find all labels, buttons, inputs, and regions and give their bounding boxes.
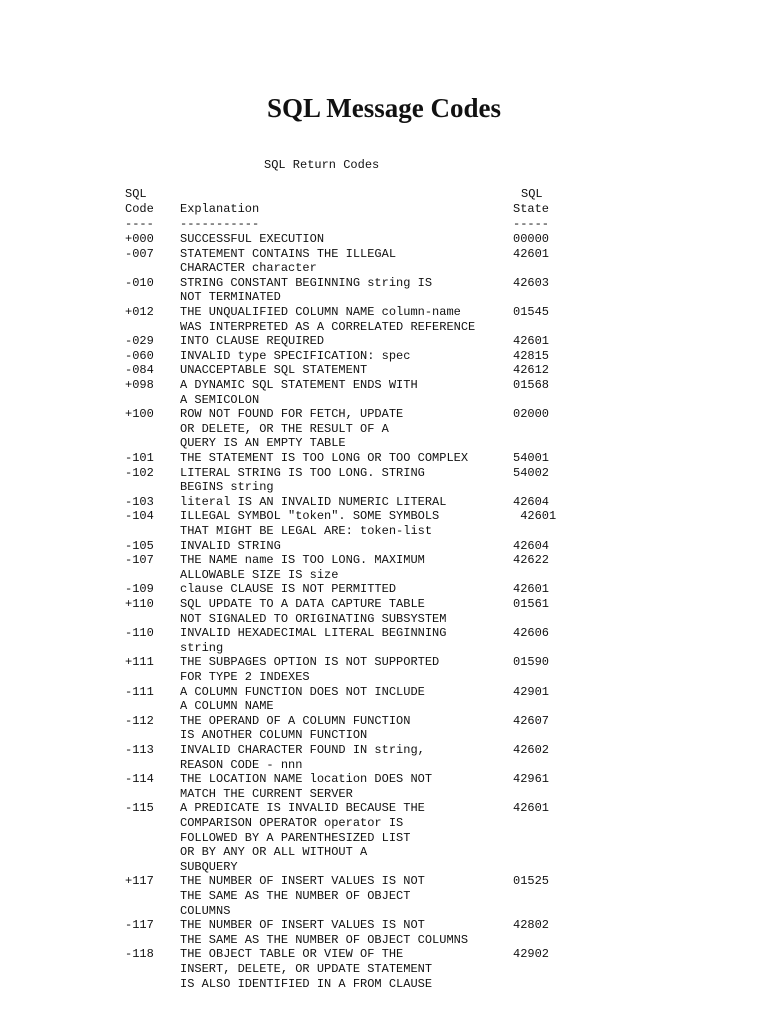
explanation-line: OR DELETE, OR THE RESULT OF A [180, 421, 389, 436]
sql-code: -114 [125, 772, 154, 787]
explanation-line: literal IS AN INVALID NUMERIC LITERAL [180, 494, 447, 509]
explanation-line: QUERY IS AN EMPTY TABLE [180, 436, 346, 451]
explanation-line: STATEMENT CONTAINS THE ILLEGAL [180, 246, 397, 261]
explanation-line: string [180, 640, 224, 655]
explanation [180, 539, 510, 554]
sql-state: 01545 [513, 305, 550, 319]
table-subtitle: SQL Return Codes [264, 158, 380, 172]
explanation [180, 232, 510, 247]
sql-state: 01561 [513, 597, 550, 611]
sql-code: -103 [125, 494, 154, 509]
sql-code: -113 [125, 743, 154, 757]
table-row [125, 509, 575, 538]
explanation-line: ALLOWABLE SIZE IS size [180, 567, 339, 582]
explanation-line: INTO CLAUSE REQUIRED [180, 334, 325, 349]
explanation-line: COLUMNS [180, 903, 231, 918]
table-row [125, 539, 575, 554]
sql-code: -111 [125, 684, 154, 699]
explanation-line: clause CLAUSE IS NOT PERMITTED [180, 582, 397, 597]
sql-code: -102 [125, 465, 154, 480]
sql-code: +110 [125, 597, 154, 611]
explanation [180, 349, 510, 364]
state-header-line1: SQL [521, 187, 543, 201]
explanation-line: OR BY ANY OR ALL WITHOUT A [180, 845, 368, 860]
explanation-line: THE UNQUALIFIED COLUMN NAME column-name [180, 305, 461, 319]
explanation [180, 305, 510, 334]
explanation [180, 407, 510, 451]
state-header-rule: ----- [513, 217, 550, 231]
sql-state: 00000 [513, 232, 550, 246]
explanation-line: SQL UPDATE TO A DATA CAPTURE TABLE [180, 597, 425, 611]
sql-state: 42901 [513, 684, 550, 699]
sql-state: 42602 [513, 743, 550, 757]
table-row [125, 772, 575, 801]
table-row [125, 582, 575, 597]
sql-state: 42815 [513, 348, 550, 363]
explanation-line: THE OPERAND OF A COLUMN FUNCTION [180, 713, 411, 728]
sql-state: 54001 [513, 451, 550, 465]
explanation-line: THAT MIGHT BE LEGAL ARE: token-list [180, 523, 433, 538]
explanation [180, 772, 510, 801]
sql-code: -105 [125, 538, 154, 553]
sql-state: 42604 [513, 538, 550, 553]
table-row [125, 349, 575, 364]
sql-code: -029 [125, 334, 154, 349]
explanation-line: NOT TERMINATED [180, 290, 281, 305]
explanation-line: THE OBJECT TABLE OR VIEW OF THE [180, 947, 404, 962]
table-row [125, 495, 575, 510]
sql-state: 42612 [513, 363, 550, 378]
sql-state: 42622 [513, 553, 550, 568]
sql-state: 42601 [513, 246, 550, 261]
explanation-line: ROW NOT FOUND FOR FETCH, UPDATE [180, 407, 404, 422]
explanation [180, 597, 510, 626]
table-row [125, 947, 575, 991]
explanation-line: A DYNAMIC SQL STATEMENT ENDS WITH [180, 378, 418, 392]
table-row [125, 874, 575, 918]
sql-code: +012 [125, 305, 154, 319]
sql-state: 42961 [513, 772, 550, 787]
explanation-line: SUCCESSFUL EXECUTION [180, 232, 325, 246]
explanation-line: INVALID type SPECIFICATION: spec [180, 348, 411, 363]
sql-state: 42601 [513, 334, 550, 349]
sql-code: +000 [125, 232, 154, 246]
explanation-line: A SEMICOLON [180, 392, 260, 407]
explanation-header: Explanation [180, 202, 260, 216]
explanation [180, 378, 510, 407]
sql-code: -060 [125, 348, 154, 363]
explanation [180, 276, 510, 305]
explanation-line: FOLLOWED BY A PARENTHESIZED LIST [180, 830, 411, 845]
sql-state: 42604 [513, 494, 550, 509]
explanation-line: BEGINS string [180, 480, 274, 495]
sql-code: -007 [125, 246, 154, 261]
explanation-line: UNACCEPTABLE SQL STATEMENT [180, 363, 368, 378]
sql-code: -010 [125, 275, 154, 290]
sql-state: 42603 [513, 275, 550, 290]
explanation-line: THE LOCATION NAME location DOES NOT [180, 772, 433, 787]
explanation-line: THE STATEMENT IS TOO LONG OR TOO COMPLEX [180, 451, 469, 465]
table-row [125, 451, 575, 466]
explanation [180, 451, 510, 466]
table-row [125, 305, 575, 334]
explanation-line: COMPARISON OPERATOR operator IS [180, 815, 404, 830]
table-row [125, 407, 575, 451]
table-row [125, 247, 575, 276]
table-row [125, 918, 575, 947]
sql-code: -117 [125, 918, 154, 933]
explanation [180, 947, 510, 991]
table-row [125, 655, 575, 684]
explanation-line: IS ALSO IDENTIFIED IN A FROM CLAUSE [180, 976, 433, 991]
sql-code: -115 [125, 801, 154, 816]
table-row [125, 801, 575, 874]
explanation-line: INSERT, DELETE, OR UPDATE STATEMENT [180, 961, 433, 976]
table-row [125, 626, 575, 655]
explanation-line: A COLUMN NAME [180, 699, 274, 714]
sql-code: +100 [125, 407, 154, 422]
explanation [180, 466, 510, 495]
explanation [180, 509, 510, 538]
sql-code: -112 [125, 713, 154, 728]
explanation [180, 685, 510, 714]
sql-code: -084 [125, 363, 154, 378]
explanation-header-rule: ----------- [180, 217, 260, 231]
explanation-line: THE NUMBER OF INSERT VALUES IS NOT [180, 874, 425, 889]
explanation-line: FOR TYPE 2 INDEXES [180, 669, 310, 684]
explanation-line: REASON CODE - nnn [180, 757, 303, 772]
explanation [180, 743, 510, 772]
table-row [125, 553, 575, 582]
explanation-line: INVALID HEXADECIMAL LITERAL BEGINNING [180, 626, 447, 641]
explanation [180, 363, 510, 378]
sql-state: 42601 [513, 509, 557, 524]
sql-state: 42802 [513, 918, 550, 933]
sql-state: 01525 [513, 874, 550, 889]
explanation-line: WAS INTERPRETED AS A CORRELATED REFERENCE [180, 319, 476, 334]
sql-code: -101 [125, 451, 154, 465]
sql-state: 54002 [513, 465, 550, 480]
explanation-line: THE NUMBER OF INSERT VALUES IS NOT [180, 918, 425, 933]
table-row [125, 378, 575, 407]
explanation-line: IS ANOTHER COLUMN FUNCTION [180, 728, 368, 743]
explanation-line: ILLEGAL SYMBOL "token". SOME SYMBOLS [180, 509, 440, 524]
explanation-line: A PREDICATE IS INVALID BECAUSE THE [180, 801, 425, 816]
explanation [180, 334, 510, 349]
explanation-line: THE NAME name IS TOO LONG. MAXIMUM [180, 553, 425, 568]
table-row [125, 363, 575, 378]
sql-state: 02000 [513, 407, 550, 422]
explanation-line: MATCH THE CURRENT SERVER [180, 786, 353, 801]
sql-state: 42601 [513, 582, 550, 597]
sql-state: 01568 [513, 378, 550, 392]
table-row [125, 597, 575, 626]
sql-state: 42607 [513, 713, 550, 728]
code-header-rule: ---- [125, 217, 154, 231]
table-row [125, 743, 575, 772]
explanation [180, 495, 510, 510]
explanation-line: SUBQUERY [180, 859, 238, 874]
explanation-line: A COLUMN FUNCTION DOES NOT INCLUDE [180, 684, 425, 699]
explanation [180, 247, 510, 276]
sql-code: -107 [125, 553, 154, 568]
explanation-line: STRING CONSTANT BEGINNING string IS [180, 275, 433, 290]
explanation [180, 655, 510, 684]
page-title: SQL Message Codes [266, 93, 501, 123]
explanation-line: THE SAME AS THE NUMBER OF OBJECT COLUMNS [180, 932, 469, 947]
sql-code: -118 [125, 947, 154, 962]
explanation [180, 553, 510, 582]
explanation-line: THE SUBPAGES OPTION IS NOT SUPPORTED [180, 655, 440, 670]
table-row [125, 276, 575, 305]
sql-state: 01590 [513, 655, 550, 670]
table-row [125, 714, 575, 743]
sql-code: -109 [125, 582, 154, 597]
table-row [125, 466, 575, 495]
sql-code: +117 [125, 874, 154, 889]
state-header-line2: State [513, 202, 550, 216]
table-row [125, 685, 575, 714]
sql-state: 42902 [513, 947, 550, 962]
explanation-line: LITERAL STRING IS TOO LONG. STRING [180, 465, 425, 480]
sql-code: +111 [125, 655, 154, 670]
code-header-line2: Code [125, 202, 154, 216]
explanation [180, 874, 510, 918]
sql-code: -110 [125, 626, 154, 641]
explanation [180, 714, 510, 743]
sql-code: +098 [125, 378, 154, 392]
explanation-line: THE SAME AS THE NUMBER OF OBJECT [180, 888, 411, 903]
explanation [180, 626, 510, 655]
sql-code: -104 [125, 509, 154, 524]
explanation [180, 582, 510, 597]
explanation [180, 801, 510, 874]
explanation-line: INVALID STRING [180, 538, 281, 553]
explanation-line: INVALID CHARACTER FOUND IN string, [180, 743, 425, 757]
sql-state: 42601 [513, 801, 550, 816]
table-row [125, 232, 575, 247]
explanation-line: CHARACTER character [180, 261, 317, 276]
explanation-line: NOT SIGNALED TO ORIGINATING SUBSYSTEM [180, 611, 447, 626]
code-header-line1: SQL [125, 187, 147, 201]
sql-state: 42606 [513, 626, 550, 641]
explanation [180, 918, 510, 947]
table-row [125, 334, 575, 349]
